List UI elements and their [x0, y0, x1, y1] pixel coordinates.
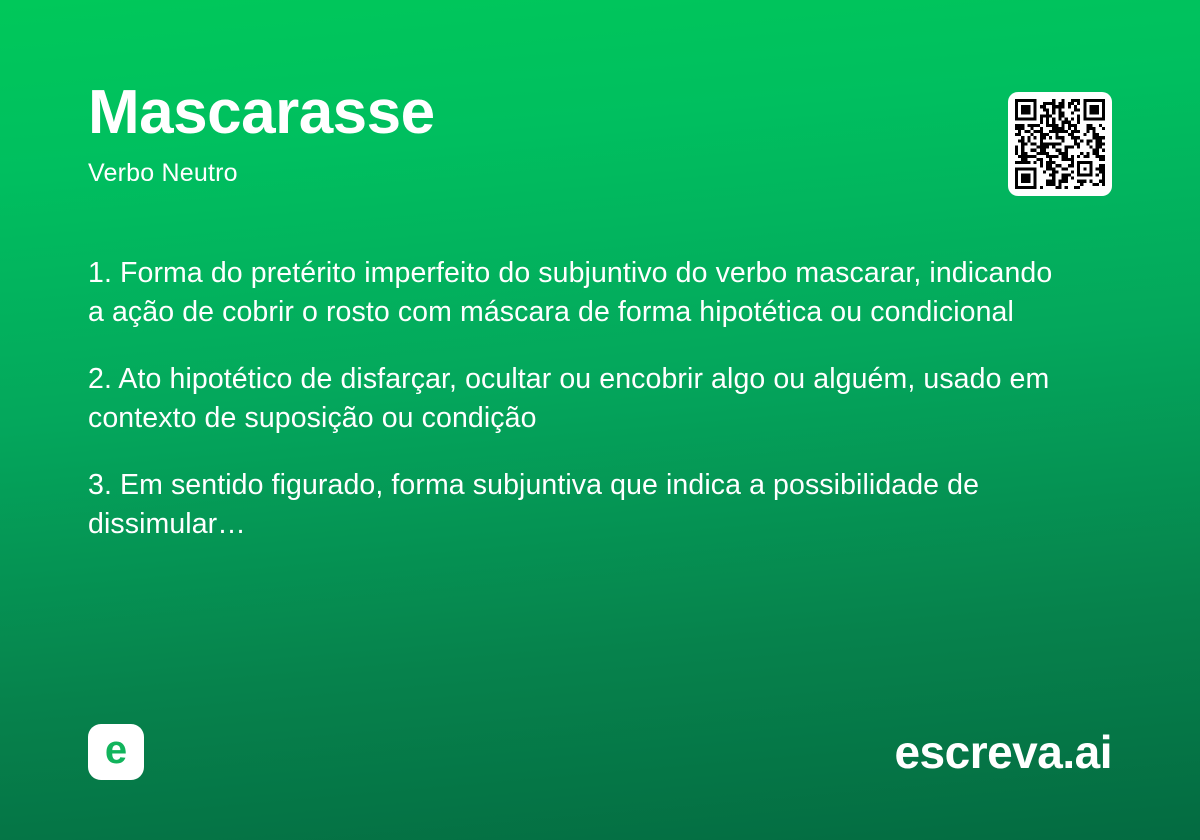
card-content — [88, 80, 1112, 780]
list-item: 1. Forma do pretérito imperfeito do subjuntivo do verbo mascarar, indicando a ação de cobrir o rosto com máscara de forma hipotética ou condicional — [88, 257, 1053, 328]
list-item: 3. Em sentido figurado, forma subjuntiva que indica a possibilidade de dissimular… — [88, 469, 980, 540]
logo-letter: e — [104, 728, 128, 772]
logo-icon — [88, 724, 144, 780]
brand-wordmark: escreva.ai — [894, 726, 1112, 778]
part-of-speech-label: Verbo Neutro — [88, 159, 238, 188]
card-header — [88, 80, 1112, 196]
definition-list — [88, 254, 1112, 544]
list-item: 2. Ato hipotético de disfarçar, ocultar ou encobrir algo ou alguém, usado em contexto de suposição ou condição — [88, 363, 1050, 434]
card-footer — [88, 724, 1112, 780]
qr-code-canvas — [1015, 99, 1105, 189]
qr-code-icon[interactable] — [1008, 92, 1112, 196]
headword-block — [88, 80, 435, 188]
page-title: Mascarasse — [88, 78, 435, 147]
